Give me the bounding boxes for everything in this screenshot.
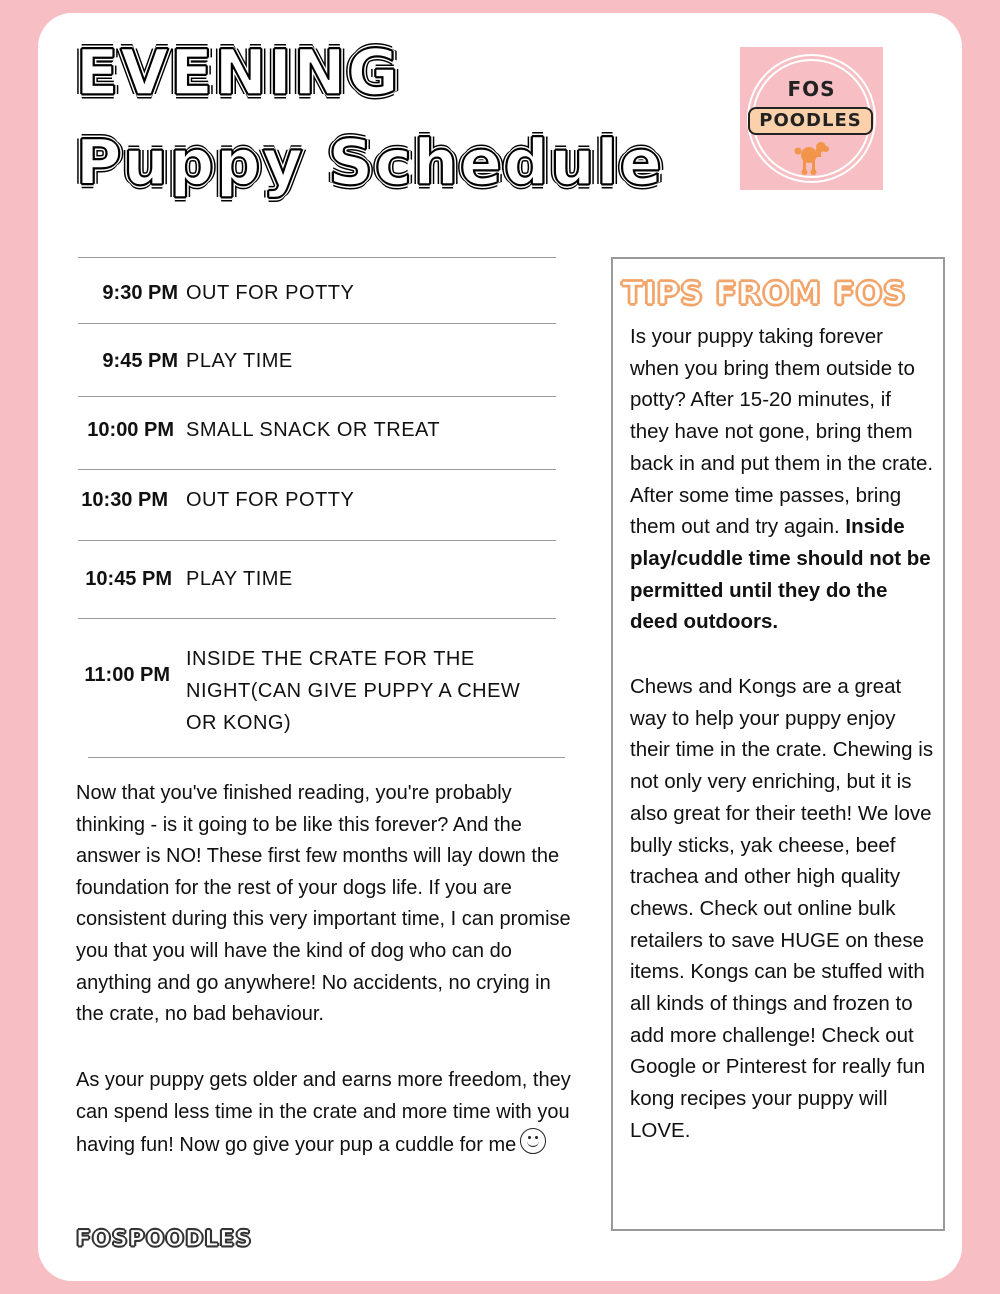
smiley-icon <box>520 1128 546 1154</box>
fos-poodles-logo <box>740 47 883 190</box>
title-line-2: Puppy Schedule <box>76 126 664 199</box>
schedule-divider <box>78 257 556 258</box>
tips-paragraph-1-text: Is your puppy taking forever when you bring them outside to potty? After 15-20 minutes, if they have not gone, bring them back in and put them in the crate. After some time passes, bring them out and try again. <box>630 325 934 539</box>
schedule-time: 11:00 PM <box>84 664 170 686</box>
schedule-time: 10:30 PM <box>81 489 168 511</box>
schedule-divider <box>78 396 556 397</box>
tips-paragraph-2: Chews and Kongs are a great way to help your puppy enjoy their time in the crate. Chewing is not only very enriching, but it is also great for their teeth! We love bully sticks, yak cheese, beef trachea and other high quality chews. Check out online bulk retailers to save HUGE on these items. Kongs can be stuffed with all kinds of things and frozen to add more challenge! Check out Google or Pinterest for really fun kong recipes your puppy will LOVE. <box>630 675 934 1142</box>
closing-paragraph-1: Now that you've finished reading, you're probably thinking - is it going to be like this forever? And the answer is NO! These first few months will lay down the foundation for the rest of your dogs life. If you are consistent during this very important time, I can promise you that you will have the kind of dog who can do anything and go anywhere! No accidents, no crying in the crate, no bad behaviour. <box>76 782 571 1026</box>
poodle-icon <box>790 139 832 179</box>
schedule-task: INSIDE THE CRATE FOR THE NIGHT(CAN GIVE PUPPY A CHEW OR KONG) <box>186 648 521 734</box>
title-line-1: EVENING <box>76 36 401 109</box>
schedule-divider <box>78 469 556 470</box>
schedule-divider <box>78 618 556 619</box>
schedule-time: 9:45 PM <box>102 350 178 372</box>
tips-title: TIPS FROM FOS <box>622 276 907 312</box>
closing-paragraph-2 <box>76 1065 576 1162</box>
closing-paragraph-2-text: As your puppy gets older and earns more freedom, they can spend less time in the crate and more time with you having fun! Now go give your pup a cuddle for me <box>76 1069 571 1157</box>
tips-paragraph-1-bold: Inside play/cuddle time should not be permitted until they do the deed outdoors. <box>630 515 931 634</box>
tips-paragraph-1 <box>630 321 935 638</box>
logo-word-fos: FOS <box>787 77 836 101</box>
schedule-task: PLAY TIME <box>186 350 293 372</box>
schedule-task: SMALL SNACK OR TREAT <box>186 419 441 441</box>
schedule-divider <box>78 540 556 541</box>
schedule-time: 9:30 PM <box>102 282 178 304</box>
schedule-task: OUT FOR POTTY <box>186 489 355 511</box>
schedule-task: PLAY TIME <box>186 568 293 590</box>
footer-brand: FOSPOODLES <box>76 1227 253 1252</box>
schedule-divider <box>88 757 565 758</box>
schedule-time: 10:00 PM <box>87 419 174 441</box>
logo-word-poodles: POODLES <box>748 107 873 135</box>
schedule-task: OUT FOR POTTY <box>186 282 355 304</box>
schedule-divider <box>78 323 556 324</box>
schedule-time: 10:45 PM <box>85 568 172 590</box>
